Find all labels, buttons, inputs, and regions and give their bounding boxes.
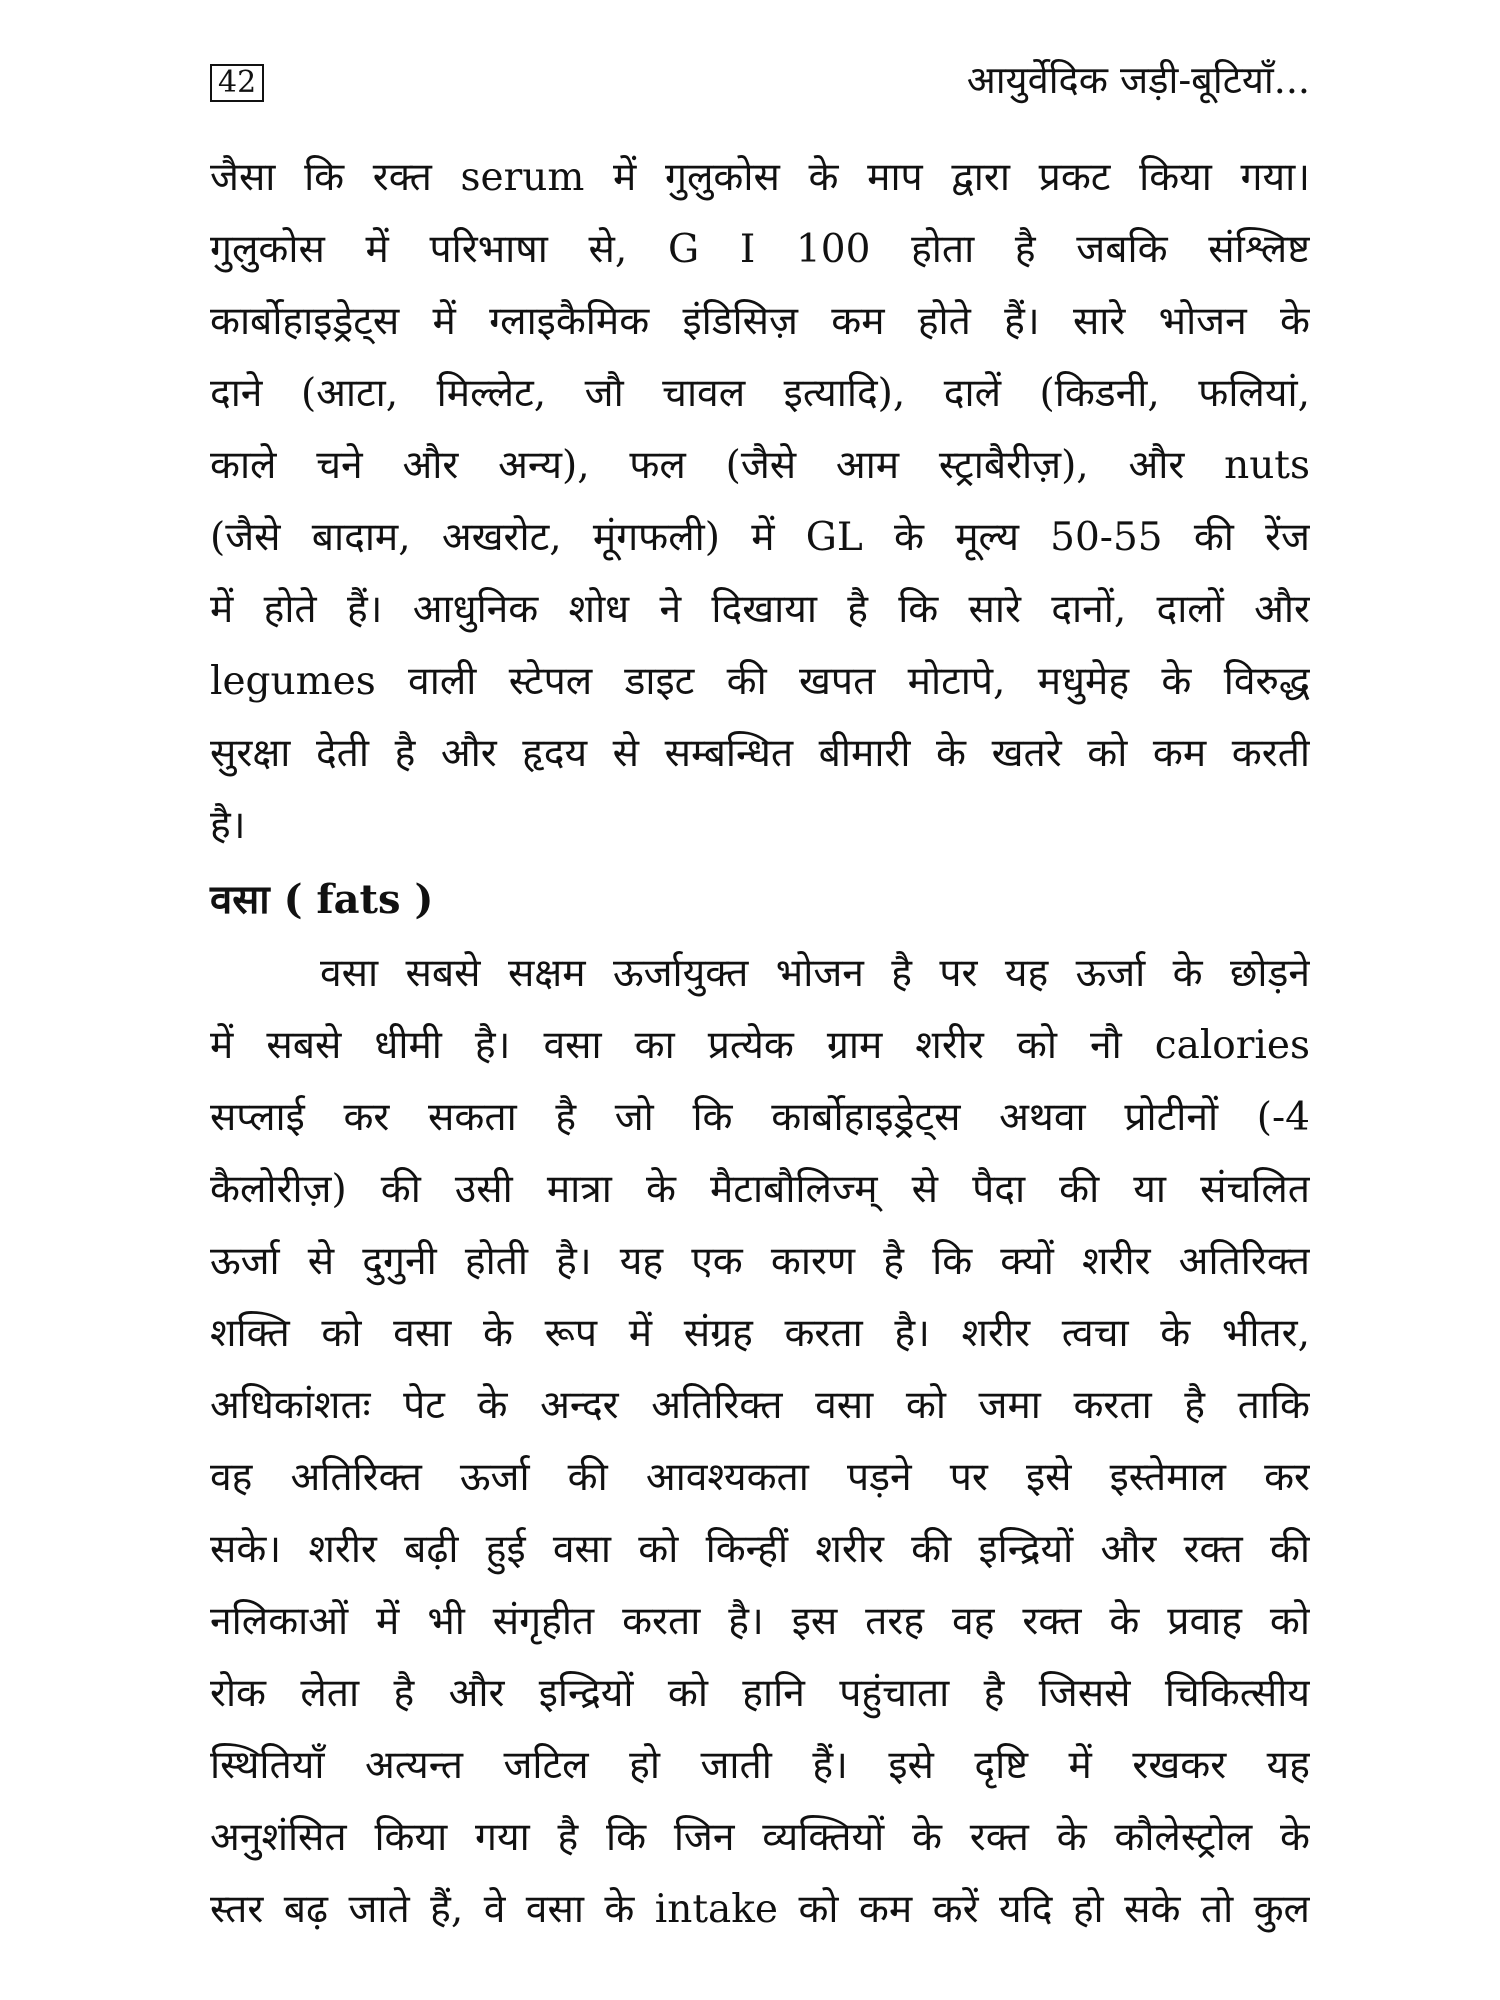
text-line: में सबसे धीमी है। वसा का प्रत्येक ग्राम शरीर को नौ calories	[210, 1023, 1310, 1068]
text-line: काले चने और अन्य), फल (जैसे आम स्ट्राबैरीज़), और nuts	[210, 443, 1310, 488]
text-line: वह अतिरिक्त ऊर्जा की आवश्यकता पड़ने पर इसे इस्तेमाल कर	[210, 1455, 1310, 1500]
text-line: गुलुकोस में परिभाषा से, G I 100 होता है जबकि संश्लिष्ट	[210, 227, 1310, 272]
text-line: वसा सबसे सक्षम ऊर्जायुक्त भोजन है पर यह ऊर्जा के छोड़ने	[320, 951, 1310, 996]
text-line: नलिकाओं में भी संगृहीत करता है। इस तरह वह रक्त के प्रवाह को	[210, 1599, 1310, 1644]
text-line: स्तर बढ़ जाते हैं, वे वसा के intake को कम करें यदि हो सके तो कुल	[210, 1887, 1310, 1932]
page-body	[210, 142, 1310, 1946]
text-line: जैसा कि रक्त serum में गुलुकोस के माप द्वारा प्रकट किया गया।	[210, 155, 1310, 200]
paragraph-glycemic	[210, 142, 1310, 862]
paragraph-fats	[210, 938, 1310, 1946]
running-title: आयुर्वेदिक जड़ी-बूटियाँ...	[966, 58, 1310, 102]
text-line: शक्ति को वसा के रूप में संग्रह करता है। शरीर त्वचा के भीतर,	[210, 1311, 1310, 1356]
text-line: सके। शरीर बढ़ी हुई वसा को किन्हीं शरीर की इन्द्रियों और रक्त की	[210, 1527, 1310, 1572]
text-line: अधिकांशतः पेट के अन्दर अतिरिक्त वसा को जमा करता है ताकि	[210, 1383, 1310, 1428]
text-line: में होते हैं। आधुनिक शोध ने दिखाया है कि सारे दानों, दालों और	[210, 587, 1310, 632]
text-line: (जैसे बादाम, अखरोट, मूंगफली) में GL के मूल्य 50-55 की रेंज	[210, 515, 1310, 560]
text-line: स्थितियाँ अत्यन्त जटिल हो जाती हैं। इसे दृष्टि में रखकर यह	[210, 1743, 1310, 1788]
text-line: कैलोरीज़) की उसी मात्रा के मैटाबौलिज्म् से पैदा की या संचलित	[210, 1167, 1310, 1212]
text-line: legumes वाली स्टेपल डाइट की खपत मोटापे, मधुमेह के विरुद्ध	[210, 659, 1310, 704]
page-header	[210, 58, 1310, 118]
text-line: कार्बोहाइड्रेट्स में ग्लाइकैमिक इंडिसिज़ कम होते हैं। सारे भोजन के	[210, 299, 1310, 344]
text-line: सुरक्षा देती है और हृदय से सम्बन्धित बीमारी के खतरे को कम करती	[210, 731, 1310, 776]
page-number: 42	[210, 64, 264, 102]
text-line: रोक लेता है और इन्द्रियों को हानि पहुंचाता है जिससे चिकित्सीय	[210, 1671, 1310, 1716]
text-line: सप्लाई कर सकता है जो कि कार्बोहाइड्रेट्स अथवा प्रोटीनों (-4	[210, 1095, 1310, 1140]
text-line: दाने (आटा, मिल्लेट, जौ चावल इत्यादि), दालें (किडनी, फलियां,	[210, 371, 1310, 416]
section-heading: वसा ( fats )	[210, 876, 434, 923]
text-line: अनुशंसित किया गया है कि जिन व्यक्तियों के रक्त के कौलेस्ट्रोल के	[210, 1815, 1310, 1860]
text-line: ऊर्जा से दुगुनी होती है। यह एक कारण है कि क्यों शरीर अतिरिक्त	[210, 1239, 1310, 1284]
text-line: है।	[210, 803, 246, 848]
